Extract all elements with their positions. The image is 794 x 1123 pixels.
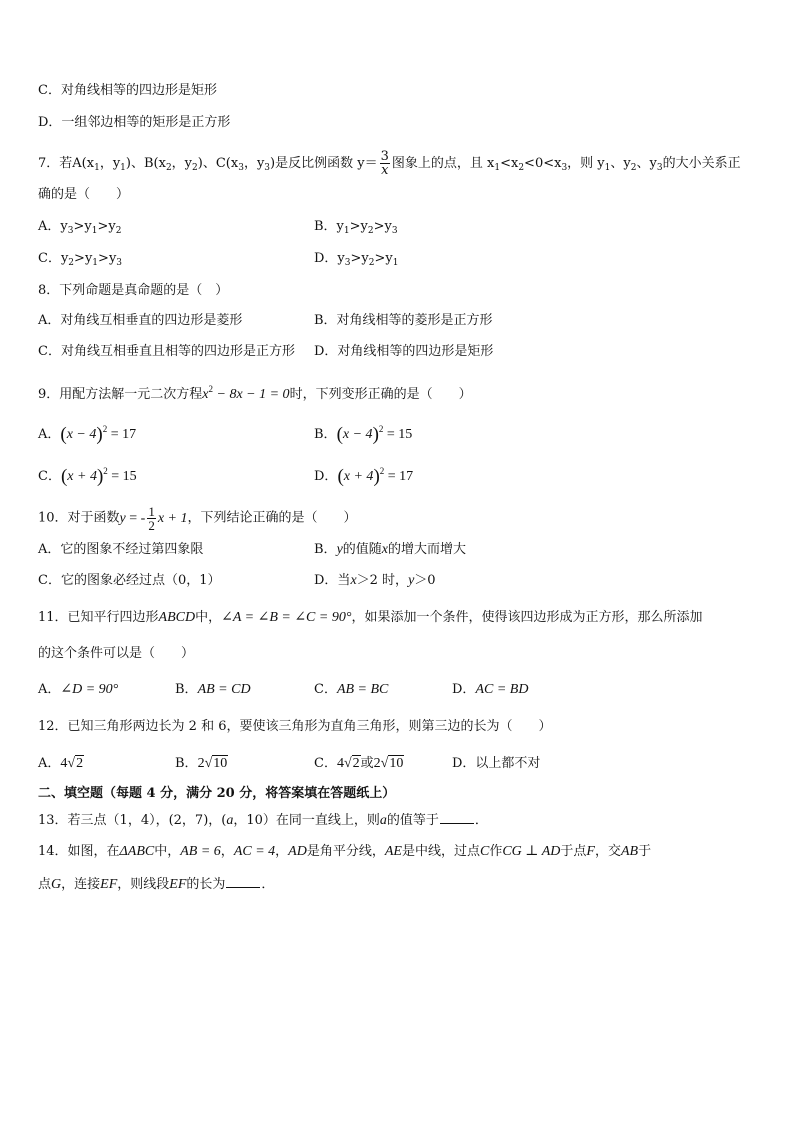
question-11-stem: 11．已知平行四边形ABCD中，∠A = ∠B = ∠C = 90°，如果添加一个条件，使得该四边形成为正方形，那么所添加 [38, 610, 703, 625]
q7-option-a: A．$y_3>y_1>y_2$ [38, 219, 122, 236]
answer-blank[interactable] [440, 811, 474, 824]
question-14-stem-line2: 点G，连接EF，则线段EF的长为 ． [38, 877, 275, 892]
q8-option-b: B．对角线相等的菱形是正方形 [314, 313, 493, 328]
q11-option-d: D．AC = BD [452, 682, 529, 697]
question-7-stem: 7．若$A(x_1$，$y_1$)、$B(x_2$，$y_2$)、$C(x_3$，$y_3$)是反比例函数 y＝ $\frac{3}{x}$ 图象上的点，且 $x_1<x_2<0<x_3$，则 $y_1$、$y_2$、$y_3$的大小关系正 [38, 149, 741, 178]
question-10-stem: 10．对于函数y = - $\frac{1}{2}$ x + 1，下列结论正确的是（ ） [38, 504, 357, 533]
q10-option-a: A．它的图象不经过第四象限 [38, 542, 204, 557]
q11-option-b: B．AB = CD [175, 682, 251, 697]
q8-option-c: C．对角线互相垂直且相等的四边形是正方形 [38, 344, 295, 359]
q11-option-c: C．AB = BC [314, 682, 389, 697]
q12-option-d: D．以上都不对 [452, 756, 541, 771]
q10-option-d: D．当x＞2 时，y＞0 [314, 573, 436, 588]
q8-option-a: A．对角线互相垂直的四边形是菱形 [38, 313, 243, 328]
question-7-stem-line2: 确的是（ ） [38, 187, 130, 202]
q7-option-b: B．$y_1>y_2>y_3$ [314, 219, 398, 236]
q12-option-a: A．4√2 [38, 756, 84, 771]
q9-option-a: A．$(x - 4)^2 = 17$ [38, 424, 137, 445]
q7-option-c: C．$y_2>y_1>y_3$ [38, 251, 123, 268]
option-d-prev: D．一组邻边相等的矩形是正方形 [38, 115, 231, 130]
question-13-stem: 13．若三点（1，4），(2，7)，(a，10）在同一直线上，则a的值等于 ． [38, 813, 488, 828]
fraction-1-over-2: $\frac{1}{2}$ [148, 504, 155, 533]
question-14-stem: 14．如图，在ΔABC中，AB = 6，AC = 4，AD是角平分线，AE是中线，过点C作CG ⊥ AD于点F，交AB于 [38, 844, 652, 859]
question-8-stem: 8．下列命题是真命题的是（ ） [38, 283, 229, 298]
q10-option-c: C．它的图象必经过点（0，1） [38, 573, 221, 588]
q8-option-d: D．对角线相等的四边形是矩形 [314, 344, 494, 359]
option-c-prev: C．对角线相等的四边形是矩形 [38, 83, 217, 98]
q12-option-c: C．4√2或2√10 [314, 756, 404, 771]
question-12-stem: 12．已知三角形两边长为 2 和 6，要使该三角形为直角三角形，则第三边的长为（ ） [38, 719, 552, 734]
question-11-stem-line2: 的这个条件可以是（ ） [38, 646, 195, 661]
fraction-3-over-x: $\frac{3}{x}$ [380, 149, 389, 178]
q7-option-d: D．$y_3>y_2>y_1$ [314, 251, 399, 268]
q9-option-d: D．$(x + 4)^2 = 17$ [314, 466, 414, 487]
answer-blank[interactable] [226, 875, 260, 888]
question-9-stem: 9．用配方法解一元二次方程$x^2 - 8x - 1 = 0$时，下列变形正确的是（ ） [38, 384, 472, 402]
q9-option-c: C．$(x + 4)^2 = 15$ [38, 466, 137, 487]
q10-option-b: B．y的值随x的增大而增大 [314, 542, 467, 557]
q12-option-b: B．2√10 [175, 756, 228, 771]
section-2-heading: 二、填空题（每题 4 分，满分 20 分，将答案填在答题纸上） [38, 786, 396, 801]
q11-option-a: A．∠D = 90° [38, 682, 119, 697]
q9-option-b: B．$(x - 4)^2 = 15$ [314, 424, 413, 445]
